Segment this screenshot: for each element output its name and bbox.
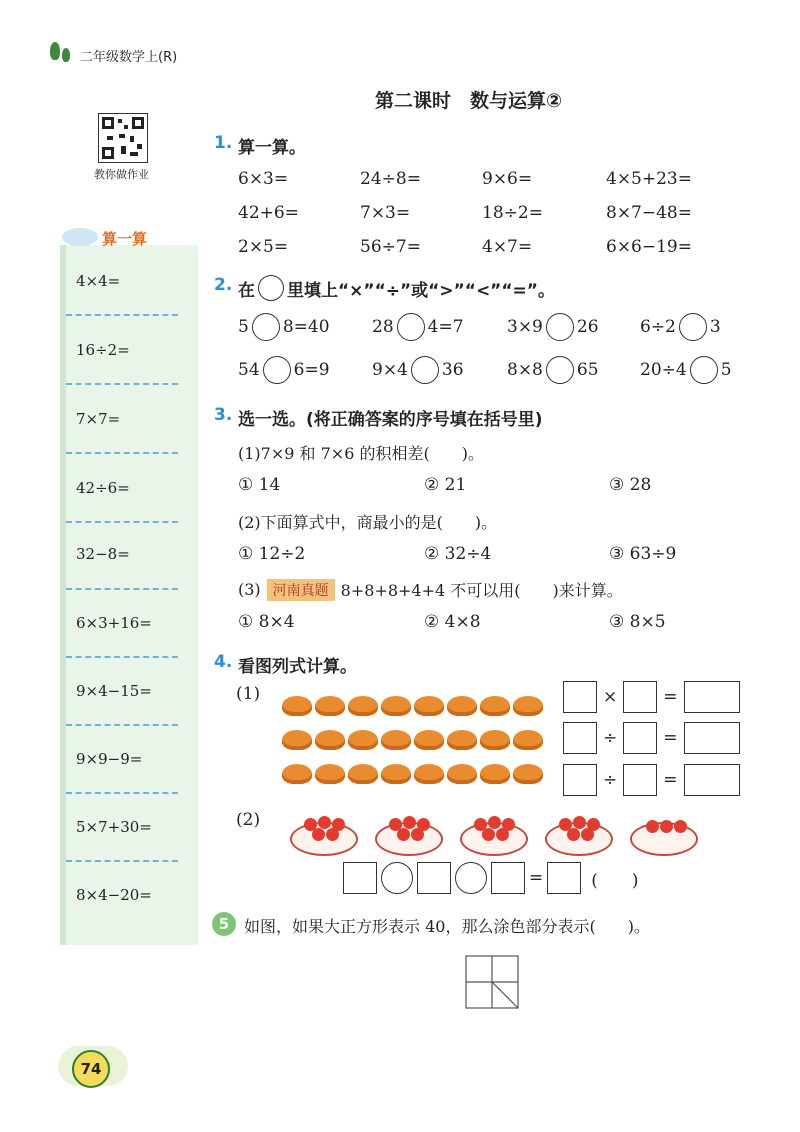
bread-icon [381, 764, 411, 784]
option[interactable]: ② 21 [424, 475, 467, 495]
compare-right: 5 [720, 360, 732, 380]
unit-paren: ( ) [591, 870, 639, 891]
apple-icon [318, 816, 331, 829]
bread-icon [414, 764, 444, 784]
calc-item: 4×5+23= [606, 169, 692, 189]
answer-box[interactable] [623, 722, 657, 754]
q3-label-3: (3) [238, 580, 261, 599]
answer-box[interactable] [684, 764, 740, 796]
bread-icon [282, 730, 312, 750]
divider [66, 792, 178, 794]
answer-circle[interactable] [455, 862, 487, 894]
compare-left: 54 [238, 360, 260, 380]
bread-icon [381, 696, 411, 716]
compare-right: 3 [709, 317, 721, 337]
equals-sign: = [663, 770, 678, 790]
plate-of-apples [460, 814, 528, 852]
operator: ÷ [603, 728, 618, 748]
bread-icon [513, 730, 543, 750]
answer-circle[interactable] [252, 313, 280, 341]
compare-left: 9×4 [372, 360, 408, 380]
divider [66, 314, 178, 316]
bread-icon [282, 696, 312, 716]
option[interactable]: ① 12÷2 [238, 544, 306, 564]
compare-item [238, 356, 330, 384]
compare-left: 8×8 [507, 360, 543, 380]
equation-row-1 [563, 681, 740, 713]
calc-item: 24÷8= [360, 169, 421, 189]
apple-icon [646, 820, 659, 833]
q3-stem-2: (2)下面算式中，商最小的是( )。 [238, 513, 498, 532]
sidebar-item: 16÷2= [76, 341, 130, 359]
calc-item: 8×7−48= [606, 203, 692, 223]
equation-row-apples [343, 862, 639, 894]
calc-item: 6×6−19= [606, 237, 692, 257]
plate-of-apples [290, 814, 358, 852]
apple-icon [581, 828, 594, 841]
bread-group [282, 696, 543, 784]
sidebar-item: 42÷6= [76, 479, 130, 497]
answer-circle[interactable] [263, 356, 291, 384]
divider [66, 724, 178, 726]
answer-box[interactable] [623, 681, 657, 713]
divider [66, 588, 178, 590]
q4-label-1: (1) [236, 684, 261, 704]
bread-icon [513, 696, 543, 716]
page-title: 第二课时 数与运算② [375, 90, 563, 112]
q4-title: 看图列式计算。 [238, 657, 357, 677]
divider [66, 452, 178, 454]
option[interactable]: ② 32÷4 [424, 544, 492, 564]
q3-title: 选一选。(将正确答案的序号填在括号里) [238, 410, 543, 430]
q2-title [238, 275, 555, 301]
apple-icon [488, 816, 501, 829]
bread-icon [480, 730, 510, 750]
apple-icon [326, 828, 339, 841]
q4-number: 4. [214, 652, 233, 672]
answer-box[interactable] [623, 764, 657, 796]
compare-left: 28 [372, 317, 394, 337]
answer-circle[interactable] [411, 356, 439, 384]
apple-icon [411, 828, 424, 841]
answer-box[interactable] [563, 764, 597, 796]
divider [66, 383, 178, 385]
apple-icon [312, 828, 325, 841]
bread-icon [315, 764, 345, 784]
sidebar-item: 6×3+16= [76, 614, 152, 632]
qr-code-icon[interactable] [98, 113, 148, 163]
compare-item [640, 313, 721, 341]
q5-number: 5 [212, 912, 236, 936]
blank-circle-icon [258, 275, 284, 301]
sidebar-item: 9×9−9= [76, 750, 143, 768]
operator: × [603, 687, 618, 707]
tree-icon [50, 42, 60, 60]
calc-item: 7×3= [360, 203, 411, 223]
bread-icon [381, 730, 411, 750]
q4-label-2: (2) [236, 810, 261, 830]
bread-icon [447, 696, 477, 716]
calc-item: 56÷7= [360, 237, 421, 257]
q3-number: 3. [214, 405, 233, 425]
q2-title-a: 在 [238, 280, 255, 301]
answer-box[interactable] [343, 862, 377, 894]
compare-right: 6=9 [293, 360, 330, 380]
compare-right: 26 [576, 317, 599, 337]
divider [66, 860, 178, 862]
answer-box[interactable] [684, 681, 740, 713]
page-number: 74 [72, 1050, 110, 1088]
calc-item: 6×3= [238, 169, 289, 189]
sidebar-heading: 算一算 [102, 230, 148, 248]
answer-box[interactable] [417, 862, 451, 894]
compare-left: 5 [238, 317, 249, 337]
q3-stem-1: (1)7×9 和 7×6 的积相差( )。 [238, 444, 484, 463]
source-tag: 河南真题 [267, 579, 335, 601]
answer-box[interactable] [491, 862, 525, 894]
bread-icon [414, 730, 444, 750]
apple-icon [397, 828, 410, 841]
bread-icon [447, 730, 477, 750]
header-label: 二年级数学上(R) [80, 50, 178, 65]
q2-number: 2. [214, 275, 233, 295]
sidebar-item: 8×4−20= [76, 886, 152, 904]
compare-item [640, 356, 732, 384]
answer-circle[interactable] [397, 313, 425, 341]
apple-icon [403, 816, 416, 829]
bread-icon [315, 696, 345, 716]
plate-of-apples [630, 814, 698, 852]
apple-icon [482, 828, 495, 841]
bread-icon [315, 730, 345, 750]
answer-box[interactable] [684, 722, 740, 754]
compare-item [238, 313, 330, 341]
answer-box[interactable] [547, 862, 581, 894]
bread-icon [447, 764, 477, 784]
answer-circle[interactable] [690, 356, 718, 384]
q3-stem-3 [238, 578, 623, 601]
compare-item [507, 313, 599, 341]
answer-box[interactable] [563, 681, 597, 713]
compare-item [507, 356, 599, 384]
sidebar-item: 7×7= [76, 410, 121, 428]
compare-right: 8=40 [282, 317, 330, 337]
option[interactable]: ③ 63÷9 [609, 544, 677, 564]
option[interactable]: ① 14 [238, 475, 281, 495]
q5-text: 如图，如果大正方形表示 40，那么涂色部分表示( )。 [244, 917, 650, 936]
plate-of-apples [545, 814, 613, 852]
q2-title-b: 里填上“×”“÷”或“>”“<”“=”。 [287, 280, 555, 301]
equals-sign: = [663, 728, 678, 748]
option[interactable]: ② 4×8 [424, 612, 481, 632]
calc-item: 4×7= [482, 237, 533, 257]
bread-icon [348, 730, 378, 750]
equation-row-2 [563, 722, 740, 754]
compare-left: 20÷4 [640, 360, 687, 380]
sidebar-item: 5×7+30= [76, 818, 152, 836]
square-figure [465, 955, 519, 1013]
q1-number: 1. [214, 133, 233, 153]
compare-left: 3×9 [507, 317, 543, 337]
apple-icon [660, 820, 673, 833]
answer-circle[interactable] [546, 313, 574, 341]
bread-icon [414, 696, 444, 716]
bread-icon [513, 764, 543, 784]
equals-sign: = [663, 687, 678, 707]
apple-icon [573, 816, 586, 829]
option[interactable]: ① 8×4 [238, 612, 295, 632]
compare-right: 65 [576, 360, 599, 380]
apple-icon [496, 828, 509, 841]
apple-icon [674, 820, 687, 833]
plate-of-apples [375, 814, 443, 852]
compare-right: 36 [441, 360, 464, 380]
q3-text-3: 8+8+8+4+4 不可以用( )来计算。 [340, 581, 623, 600]
compare-left: 6÷2 [640, 317, 676, 337]
apple-plates [290, 814, 698, 852]
divider [66, 656, 178, 658]
answer-circle[interactable] [679, 313, 707, 341]
calc-item: 42+6= [238, 203, 299, 223]
answer-box[interactable] [563, 722, 597, 754]
q1-title: 算一算。 [238, 138, 306, 158]
calc-item: 9×6= [482, 169, 533, 189]
equals-sign: = [529, 868, 544, 888]
tree-icon [62, 48, 70, 62]
apple-icon [567, 828, 580, 841]
bread-icon [348, 764, 378, 784]
compare-item [372, 313, 464, 341]
operator: ÷ [603, 770, 618, 790]
qr-caption: 教你做作业 [94, 168, 149, 181]
answer-circle[interactable] [546, 356, 574, 384]
answer-circle[interactable] [381, 862, 413, 894]
sidebar-item: 9×4−15= [76, 682, 152, 700]
bread-icon [348, 696, 378, 716]
bread-icon [282, 764, 312, 784]
equation-row-3 [563, 764, 740, 796]
divider [66, 521, 178, 523]
calc-item: 2×5= [238, 237, 289, 257]
option[interactable]: ③ 8×5 [609, 612, 666, 632]
compare-right: 4=7 [427, 317, 464, 337]
sidebar-item: 4×4= [76, 272, 121, 290]
option[interactable]: ③ 28 [609, 475, 652, 495]
bread-icon [480, 696, 510, 716]
compare-item [372, 356, 464, 384]
bread-icon [480, 764, 510, 784]
sidebar-item: 32−8= [76, 545, 130, 563]
calc-item: 18÷2= [482, 203, 543, 223]
cloud-icon [62, 228, 98, 246]
